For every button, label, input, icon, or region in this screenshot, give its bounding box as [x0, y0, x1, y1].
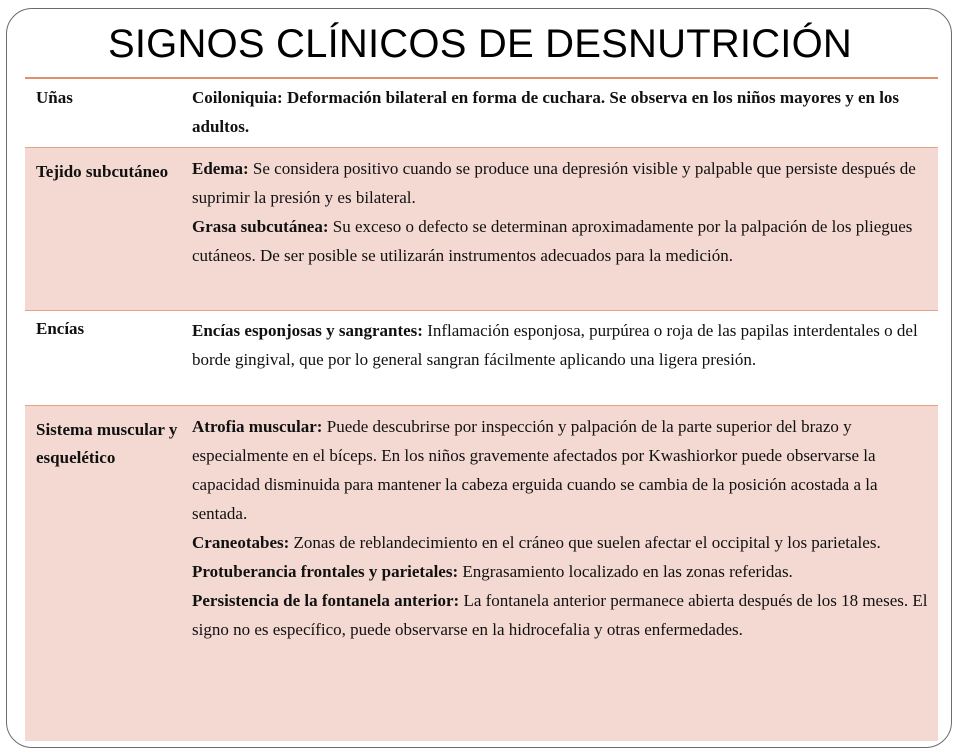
table-row: [25, 78, 938, 148]
row-description: [184, 78, 938, 148]
entry-term: Persistencia de la fontanela anterior:: [192, 591, 460, 610]
entry: [192, 83, 930, 141]
entry: [192, 528, 930, 557]
entry-text: Se considera positivo cuando se produce una depresión visible y palpable que persiste después de suprimir la presión y es bilateral.: [192, 159, 916, 207]
entry-text: Deformación bilateral en forma de cuchara. Se observa en los niños mayores y en los adultos.: [192, 88, 900, 136]
entry: [192, 154, 930, 212]
entry-term: Grasa subcutánea:: [192, 217, 329, 236]
entry: [192, 412, 930, 528]
entry-text: Puede descubrirse por inspección y palpación de la parte superior del brazo y especialmente en el bíceps. En los niños gravemente afectados por Kwashiorkor puede observarse la capacidad disminuida para mantener la cabeza erguida cuando se cambia de la posición acostada a la sentada.: [192, 417, 878, 523]
entry: [192, 212, 930, 270]
entry-text: Inflamación esponjosa, purpúrea o roja de las papilas interdentales o del borde gingival, que por lo general sangran fácilmente aplicando una ligera presión.: [192, 321, 918, 369]
row-label: Encías: [36, 319, 85, 338]
entry-term: Edema:: [192, 159, 249, 178]
entry-text: Engrasamiento localizado en las zonas referidas.: [458, 562, 793, 581]
row-description: [184, 311, 938, 406]
table-row: [25, 406, 938, 742]
row-description: [184, 406, 938, 742]
row-label: Uñas: [36, 88, 73, 107]
entry-text: Zonas de reblandecimiento en el cráneo que suelen afectar el occipital y los parietales.: [289, 533, 881, 552]
row-label: Sistema muscular y esquelético: [36, 420, 178, 467]
entry: [192, 586, 930, 644]
signs-table: [25, 77, 938, 741]
entry-term: Protuberancia frontales y parietales:: [192, 562, 459, 581]
row-label: Tejido subcutáneo: [36, 162, 169, 181]
entry-text: La fontanela anterior permanece abierta después de los 18 meses. El signo no es específico, puede observarse en la hidrocefalia y otras enfermedades.: [192, 591, 928, 639]
slide-title: SIGNOS CLÍNICOS DE DESNUTRICIÓN: [107, 22, 853, 66]
entry-term: Encías esponjosas y sangrantes:: [192, 321, 423, 340]
row-description: [184, 148, 938, 311]
entry-term: Atrofia muscular:: [192, 417, 323, 436]
entry: [192, 316, 930, 374]
entry-term: Coiloniquia:: [192, 88, 283, 107]
entry: [192, 557, 930, 586]
table-row: [25, 148, 938, 311]
table-row: [25, 311, 938, 406]
entry-text: Su exceso o defecto se determinan aproximadamente por la palpación de los pliegues cutáneos. De ser posible se utilizarán instrumentos adecuados para la medición.: [192, 217, 913, 265]
entry-term: Craneotabes:: [192, 533, 290, 552]
